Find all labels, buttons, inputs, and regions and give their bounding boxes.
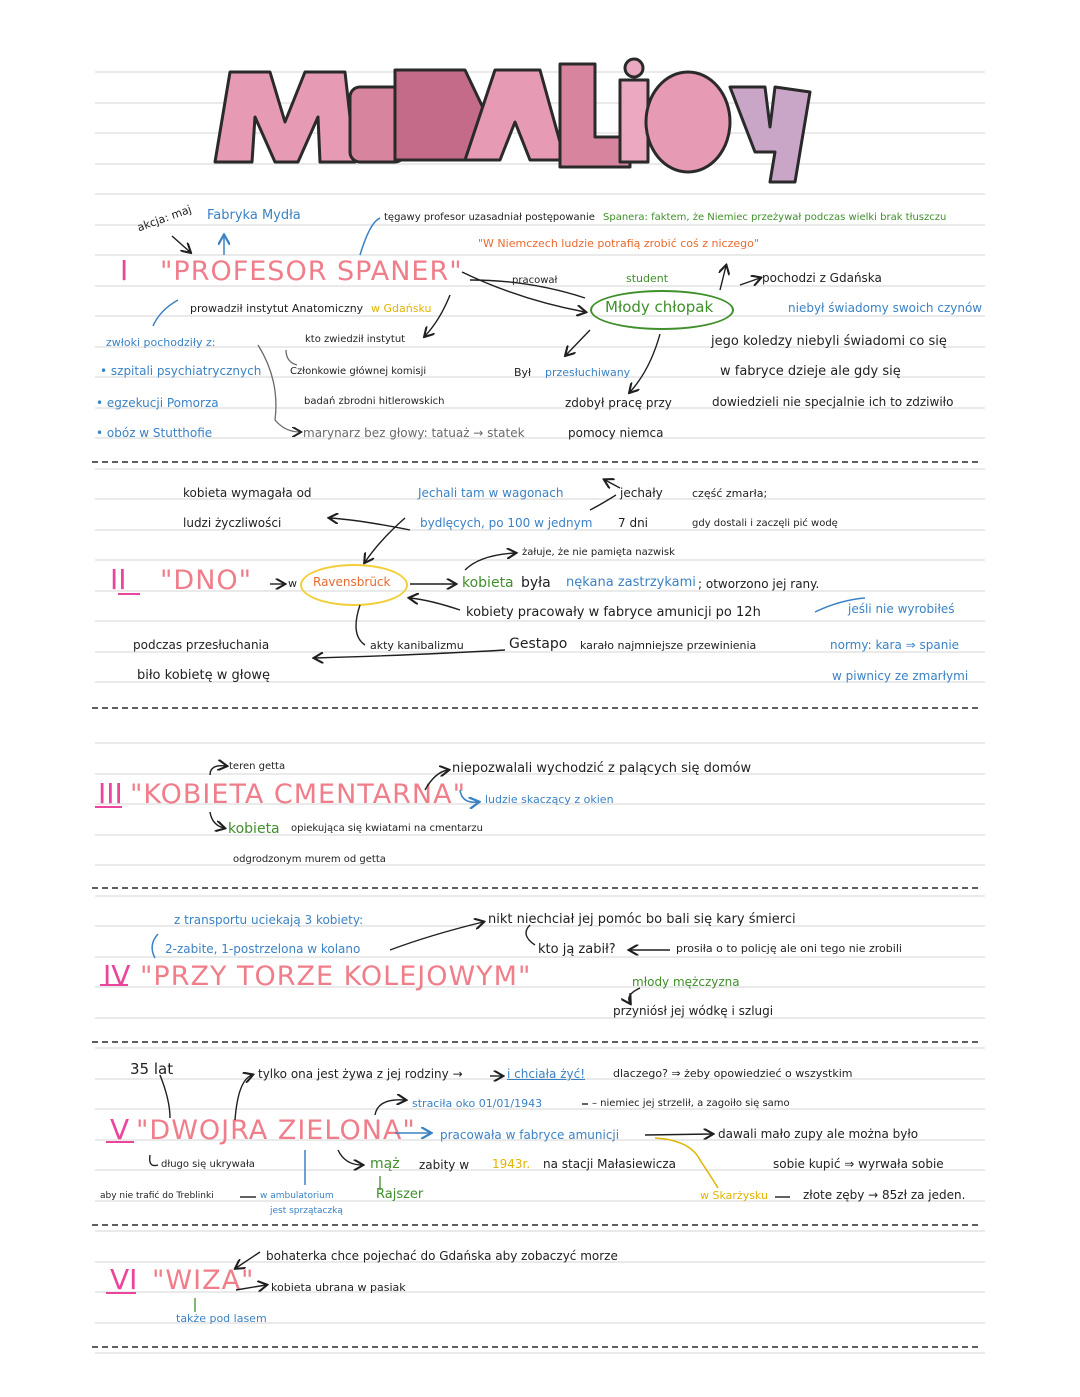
pracowal-text: pracował (512, 275, 558, 286)
teren-text: teren getta (229, 761, 286, 772)
kobieta-ubrana-text: kobieta ubrana w pasiak (271, 1281, 406, 1294)
section-5-heading: "DWOJRA ZIELONA" (136, 1115, 416, 1146)
bydlecych-text: bydlęcych, po 100 w jednym (420, 516, 593, 530)
dowiedzieli-text: dowiedzieli nie specjalnie ich to zdziwiło (712, 395, 954, 409)
jesli-text: jeśli nie wyrobiłeś (848, 602, 955, 616)
section-1-roman: I (120, 254, 129, 287)
rajszer-text: Rajszer (376, 1187, 424, 1202)
zabity-text: zabity w (419, 1158, 470, 1172)
przesluchiwany-text: przesłuchiwany (545, 366, 631, 379)
bohaterka-text: bohaterka chce pojechać do Gdańska aby zobaczyć morze (266, 1249, 618, 1263)
jechaly-text: jechały (620, 486, 663, 500)
section-3-heading: "KOBIETA CMENTARNA" (130, 779, 467, 810)
w-text: w (288, 577, 297, 590)
dawali-text: dawali mało zupy ale można było (718, 1127, 919, 1141)
karalo-text: karało najmniejsze przewinienia (580, 639, 757, 652)
chciala-text: i chciała żyć! (507, 1067, 586, 1081)
title-text: MEDALIONY (512, 197, 518, 198)
section-6-heading: "WIZA" (152, 1265, 255, 1296)
kobieta-wymagala-text: kobieta wymagała od (183, 486, 312, 500)
jechali-text: Jechali tam w wagonach (418, 486, 564, 500)
spanera-text: Spanera: faktem, że Niemiec przeżywał podczas wielki brak tłuszczu (603, 212, 947, 223)
otworzono-text: ; otworzono jej rany. (698, 577, 820, 591)
z-transportu-text: z transportu uciekają 3 kobiety: (174, 913, 364, 927)
rok-text: 1943r. (492, 1157, 531, 1171)
dni-text: 7 dni (618, 516, 649, 530)
zatuje-text: żałuje, że nie pamięta nazwisk (522, 547, 675, 558)
section-5-roman: V (110, 1113, 130, 1146)
kobieta-cmentarna-text: kobieta (228, 821, 280, 837)
niebyl-text: niebył świadomy swoich czynów (788, 301, 983, 315)
takze-text: także pod lasem (176, 1312, 267, 1325)
kto-text: kto zwiedził instytut (305, 334, 406, 345)
niemiec-text: – niemiec jej strzelił, a zagoiło się samo (592, 1098, 790, 1109)
pracowala-text: pracowała w fabryce amunicji (440, 1128, 620, 1142)
bullet-3: • obóz w Stutthofie (96, 426, 213, 440)
prosila-text: prosiła o to policję ale oni tego nie zrobili (676, 942, 902, 955)
section-2-heading: "DNO" (160, 565, 253, 596)
odgrodzonym-text: odgrodzonym murem od getta (233, 854, 386, 865)
tegorny-text: tęgawy profesor uzasadniał postępowanie (384, 212, 595, 223)
bullet-2: • egzekucji Pomorza (96, 396, 219, 410)
pochodzi-text: pochodzi z Gdańska (762, 271, 882, 285)
dlugo-text: długo się ukrywała (161, 1159, 255, 1170)
byla-text: była (521, 575, 551, 591)
kto-zabil-text: kto ją zabił? (538, 942, 616, 957)
jest-text: jest sprzątaczką (270, 1206, 343, 1216)
lat-text: 35 lat (130, 1060, 174, 1078)
quote-text: "W Niemczech ludzie potrafią zrobić coś z niczego" (478, 237, 759, 250)
w-skarzysku-text: w Skarżysku (700, 1189, 768, 1202)
ludzi-text: ludzi życzliwości (183, 516, 282, 530)
section-4-heading: "PRZY TORZE KOLEJOWYM" (140, 961, 532, 992)
maz-text: mąż (370, 1156, 400, 1172)
nikt-text: nikt niechciał jej pomóc bo bali się kary śmierci (488, 912, 796, 927)
aby-text: aby nie trafić do Treblinki (100, 1191, 214, 1201)
czesc-text: część zmarła; (692, 487, 768, 500)
mlody-mezczyzna-text: młody mężczyzna (632, 975, 740, 989)
section-4-roman: IV (103, 959, 131, 992)
jego-text: jego koledzy niebyli świadomi co się (711, 334, 947, 349)
ravensbruck-text: Ravensbrück (313, 575, 391, 589)
zlote-text: złote zęby → 85zł za jeden. (803, 1188, 966, 1202)
nekana-text: nękana zastrzykami (566, 575, 696, 590)
gdy-dostali-text: gdy dostali i zaczęli pić wodę (692, 518, 838, 529)
zabite-text: 2-zabite, 1-postrzelona w kolano (165, 942, 361, 956)
stracila-text: straciła oko 01/01/1943 (412, 1097, 543, 1110)
w-piwnicy-text: w piwnicy ze zmarłymi (832, 669, 969, 683)
bullet-1: • szpitali psychiatrycznych (100, 364, 262, 378)
section-1-heading: "PROFESOR SPANER" (160, 256, 463, 287)
gestapo-text: Gestapo (509, 636, 568, 652)
zwloki-text: zwłoki pochodziły z: (106, 336, 216, 349)
akcja-label: akcja: maj (135, 202, 194, 235)
section-6-roman: VI (110, 1263, 138, 1296)
fabryka-label: Fabryka Mydła (207, 208, 301, 223)
na-stacji-text: na stacji Małasiewicza (543, 1157, 677, 1171)
prowadzil-text: prowadził instytut Anatomiczny (190, 302, 364, 315)
akty-text: akty kanibalizmu (370, 639, 464, 652)
section-2-roman: II (110, 563, 127, 596)
pomocy-text: pomocy niemca (568, 426, 664, 440)
section-3-roman: III (98, 777, 123, 810)
bilo-text: biło kobietę w głowę (137, 668, 271, 683)
czlonkowie-text: Członkowie głównej komisji (290, 366, 427, 377)
kobieta-text: kobieta (462, 575, 514, 591)
student-text: student (626, 272, 669, 285)
dlaczego-text: dlaczego? ⇒ żeby opowiedzieć o wszystkim (613, 1067, 853, 1080)
sobie-text: sobie kupić ⇒ wyrwała sobie (773, 1157, 944, 1171)
opiekujaca-text: opiekująca się kwiatami na cmentarzu (291, 823, 483, 834)
niepozwalali-text: niepozwalali wychodzić z palących się domów (452, 761, 752, 776)
tylko-text: tylko ona jest żywa z jej rodziny → (258, 1067, 463, 1081)
w-fabryce-text: w fabryce dzieje ale gdy się (720, 364, 901, 379)
podczas-text: podczas przesłuchania (133, 638, 270, 652)
w-gdansku-text: w Gdańsku (371, 302, 432, 315)
przyniosl-text: przyniósł jej wódkę i szlugi (613, 1004, 774, 1018)
w-ambulatorium-text: w ambulatorium (260, 1191, 334, 1201)
marynarz-text: marynarz bez głowy: tatuaż → statek (303, 426, 525, 440)
ludzie-text: ludzie skaczący z okien (485, 793, 614, 806)
zdobyl-text: zdobył pracę przy (565, 396, 672, 410)
badan-text: badań zbrodni hitlerowskich (304, 396, 445, 407)
normy-text: normy: kara ⇒ spanie (830, 638, 960, 652)
kobiety-pracowaly-text: kobiety pracowały w fabryce amunicji po 12h (466, 605, 761, 620)
title-graffiti (210, 52, 820, 202)
byl-text: Był (514, 366, 532, 379)
mlody-text: Młody chłopak (605, 298, 714, 316)
page-title (210, 52, 820, 202)
